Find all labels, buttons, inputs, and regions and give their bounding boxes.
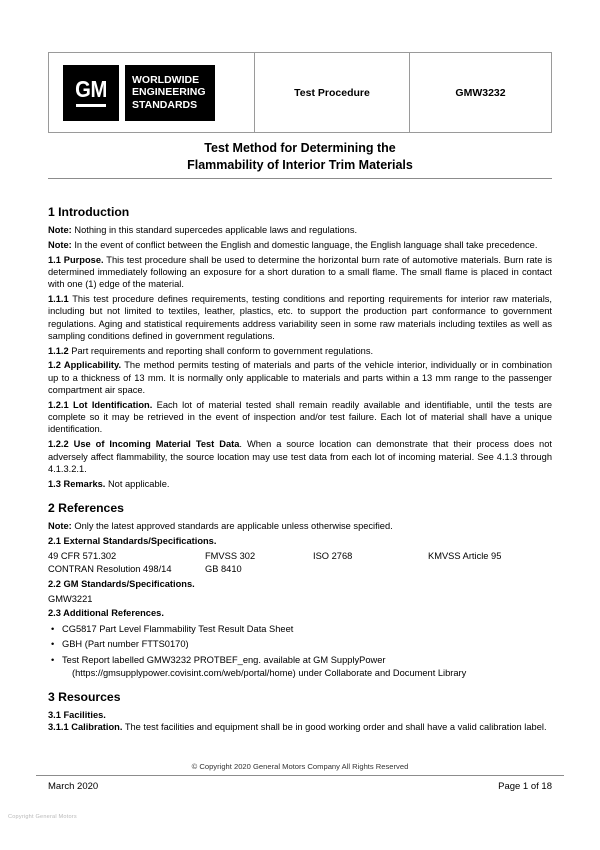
clause-label: 1.2 Applicability. bbox=[48, 360, 122, 371]
ref-cell: 49 CFR 571.302 bbox=[48, 551, 117, 562]
document-body bbox=[48, 205, 552, 733]
clause-3-1-1 bbox=[48, 721, 552, 733]
clause-text: The test facilities and equipment shall be in good working order and shall have a valid calibration label. bbox=[122, 722, 547, 733]
header-doc-number-cell bbox=[409, 53, 551, 132]
clause-text: This test procedure shall be used to determine the horizontal burn rate of automotive materials. Burn rate is determined immediately following an exposure for a short duration to a small flame. The small flame is placed in contact with one (1) edge of the material. bbox=[48, 254, 552, 290]
list-item-text: CG5817 Part Level Flammability Test Result Data Sheet bbox=[62, 623, 294, 634]
ref-cell: FMVSS 302 bbox=[205, 551, 256, 562]
note-text: In the event of conflict between the English and domestic language, the English language shall take precedence. bbox=[71, 239, 538, 250]
list-item bbox=[62, 638, 552, 650]
external-standards-table bbox=[48, 550, 552, 575]
note-label: Note: bbox=[48, 239, 72, 250]
ref-cell: GB 8410 bbox=[205, 563, 242, 574]
clause-text: The method permits testing of materials and parts of the vehicle interior, individually or in combination up to a thickness of 13 mm. It is normally only applicable to materials and parts within a 13 mm range to the passenger compartment air space. bbox=[48, 360, 552, 396]
footer-date: March 2020 bbox=[48, 781, 99, 792]
wes-line-2: ENGINEERING bbox=[132, 86, 206, 99]
clause-1-2-1 bbox=[48, 399, 552, 436]
clause-1-1 bbox=[48, 254, 552, 291]
subheading-2-2: 2.2 GM Standards/Specifications. bbox=[48, 578, 195, 589]
clause-text: Each lot of material tested shall remain readily available and identifiable, until the tests are complete so it may be retrieved in the event of inspection and/or test failure. Each lot of material shall have a unique identification. bbox=[48, 399, 552, 435]
gm-logo-icon bbox=[63, 65, 119, 121]
gm-standard-item: GMW3221 bbox=[48, 593, 93, 604]
note-label: Note: bbox=[48, 520, 72, 531]
clause-1-2 bbox=[48, 359, 552, 396]
list-item-text: GBH (Part number FTTS0170) bbox=[62, 639, 189, 650]
intro-note-2 bbox=[48, 239, 552, 251]
worldwide-engineering-standards-logo bbox=[125, 65, 215, 121]
subheading-2-1: 2.1 External Standards/Specifications. bbox=[48, 535, 217, 546]
intro-note-1 bbox=[48, 224, 552, 236]
clause-label: 1.1.2 bbox=[48, 345, 69, 356]
wes-line-3: STANDARDS bbox=[132, 98, 198, 111]
title-divider bbox=[48, 178, 552, 179]
clause-1-1-2 bbox=[48, 345, 552, 357]
document-header-box bbox=[48, 52, 552, 133]
footer-divider bbox=[36, 775, 564, 776]
clause-text: Not applicable. bbox=[105, 478, 170, 489]
page-title-line-2: Flammability of Interior Trim Materials bbox=[187, 157, 413, 172]
clause-1-1-1 bbox=[48, 293, 552, 342]
table-row bbox=[48, 550, 552, 563]
list-item-text: Test Report labelled GMW3232 PROTBEF_eng. available at GM SupplyPower bbox=[62, 655, 386, 666]
gm-logo-letters: GM bbox=[75, 76, 107, 102]
clause-label: 1.2.2 Use of Incoming Material Test Data bbox=[48, 439, 240, 450]
note-text: Only the latest approved standards are applicable unless otherwise specified. bbox=[71, 520, 393, 531]
clause-label: 3.1.1 Calibration. bbox=[48, 722, 123, 733]
doc-type-label: Test Procedure bbox=[294, 86, 370, 99]
page-title bbox=[48, 140, 552, 173]
clause-label: 1.1 Purpose. bbox=[48, 254, 104, 265]
heading-resources: 3 Resources bbox=[48, 689, 121, 704]
list-item-text-line-2: (https://gmsupplypower.covisint.com/web/portal/home) under Collaborate and Document Library bbox=[72, 667, 467, 678]
page-title-line-1: Test Method for Determining the bbox=[204, 141, 396, 155]
list-item bbox=[62, 654, 552, 679]
wes-line-1: WORLDWIDE bbox=[132, 74, 200, 87]
header-logo-cell bbox=[49, 53, 254, 132]
header-doc-type-cell bbox=[254, 53, 409, 132]
clause-label: 1.1.1 bbox=[48, 293, 69, 304]
note-label: Note: bbox=[48, 225, 72, 235]
clause-label: 1.3 Remarks. bbox=[48, 478, 106, 489]
clause-label: 1.2.1 Lot Identification. bbox=[48, 399, 153, 410]
clause-1-2-2 bbox=[48, 438, 552, 475]
list-item bbox=[62, 623, 552, 635]
footer-page-number: Page 1 of 18 bbox=[498, 781, 552, 792]
heading-introduction: 1 Introduction bbox=[48, 205, 130, 219]
subheading-3-1: 3.1 Facilities. bbox=[48, 709, 106, 720]
copyright-notice: © Copyright 2020 General Motors Company All Rights Reserved bbox=[191, 762, 409, 771]
table-row bbox=[48, 563, 552, 576]
clause-1-3 bbox=[48, 478, 552, 490]
note-text: Nothing in this standard supercedes applicable laws and regulations. bbox=[71, 225, 358, 235]
heading-references: 2 References bbox=[48, 500, 124, 515]
ref-cell: ISO 2768 bbox=[313, 551, 353, 562]
watermark-text: Copyright General Motors bbox=[8, 814, 77, 820]
clause-text: This test procedure defines requirements, testing conditions and reporting requirements for interior raw materials, including but not limited to textiles, leather, plastics, etc. to support the production part conformance to government regulations. Aging and statistical requirements address variability seen in some raw materials including textiles as well as sampling conditions defined in government regulations. bbox=[48, 293, 552, 341]
clause-text: . When a source location can demonstrate that their process does not adversely affect flammability, the source location may use test data from each lot of incoming material. See 4.1.3 through 4.1.3.2.1. bbox=[48, 439, 552, 474]
subheading-2-3: 2.3 Additional References. bbox=[48, 608, 164, 619]
ref-cell: KMVSS Article 95 bbox=[428, 551, 502, 562]
doc-number-label: GMW3232 bbox=[455, 86, 506, 99]
clause-text: Part requirements and reporting shall conform to government regulations. bbox=[68, 345, 374, 356]
ref-cell: CONTRAN Resolution 498/14 bbox=[48, 563, 172, 574]
gm-logo-underline bbox=[76, 104, 106, 107]
page-footer bbox=[48, 781, 552, 792]
additional-references-list bbox=[48, 623, 552, 679]
references-note bbox=[48, 520, 552, 532]
